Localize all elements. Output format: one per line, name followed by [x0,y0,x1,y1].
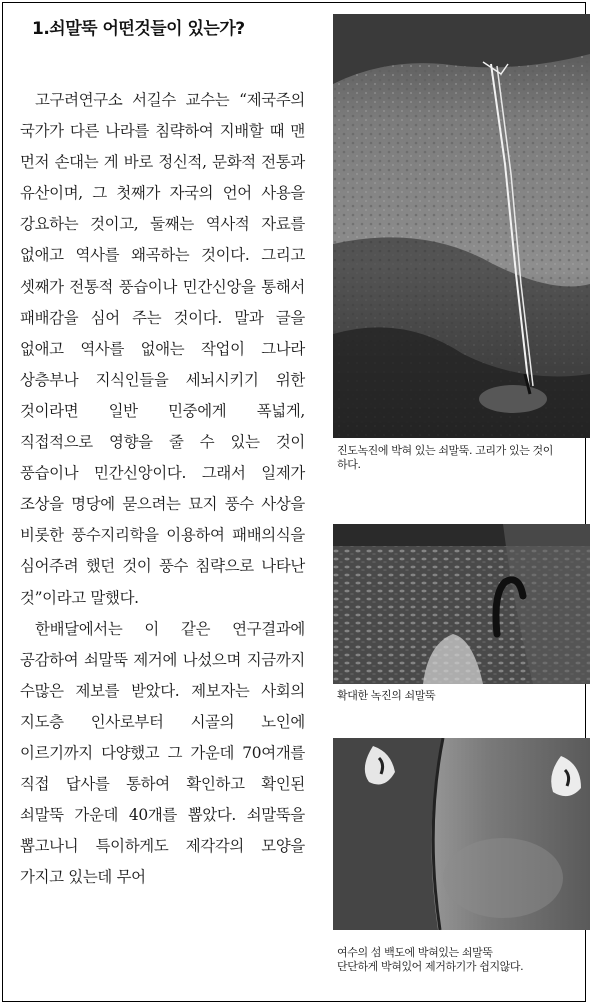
photo-jindo-stake [333,14,590,438]
photo-caption: 진도녹진에 박혀 있는 쇠말뚝. 고리가 있는 것이 하다. [337,444,553,471]
photo-caption: 여수의 섬 백도에 박혀있는 쇠말뚝 단단하게 박혀있어 제거하기가 쉽지않다. [337,946,524,973]
article-paragraph [20,614,305,894]
photo-nokjin-stake-closeup [333,524,590,684]
photo-baekdo-stake [333,738,590,930]
paragraph-text: 한배달에서는 이 같은 연구결과에 공감하여 쇠말뚝 제거에 나섰으며 지금까지 수많은 제보를 받았다. 제보자는 사회의 지도층 인사로부터 시골의 노인에 이르기까지 다양했고 그 가운데 70여개를 직접 답사를 통하여 확인하고 확인된 쇠말뚝 가운데 40개를 뽑았다. 쇠말뚝을 뽑고나니 특이하게도 제각각의 모양을 가지고 있는데 무어 [20,619,305,887]
photo-caption: 확대한 녹진의 쇠말뚝 [337,689,436,702]
article-column [20,14,305,893]
article-paragraph [20,85,305,614]
paragraph-text: 고구려연구소 서길수 교수는 “제국주의 국가가 다른 나라를 침략하여 지배할 때 맨 먼저 손대는 게 바로 정신적, 문화적 전통과 유산이며, 그 첫째가 자국의 언어 사용을 강요하는 것이고, 둘째는 역사적 자료를 없애고 역사를 왜곡하는 것이다. 그리고 셋째가 전통적 풍습이나 민간신앙을 통해서 패배감을 심어 주는 것이다. 말과 글을 없애고 역사를 없애는 작업이 그나라 상층부나 지식인들을 세뇌시키기 위한 것이라면 일반 민중에게 폭넓게, 직접적으로 영향을 줄 수 있는 것이 풍습이나 민간신앙이다. 그래서 일제가 조상을 명당에 묻으려는 묘지 풍수 사상을 비롯한 풍수지리학을 이용하여 패배의식을 심어주려 했던 것이 풍수 침략으로 나타난 것”이라고 말했다. [20,91,305,607]
section-heading: 1.쇠말뚝 어떤것들이 있는가? [32,19,245,39]
